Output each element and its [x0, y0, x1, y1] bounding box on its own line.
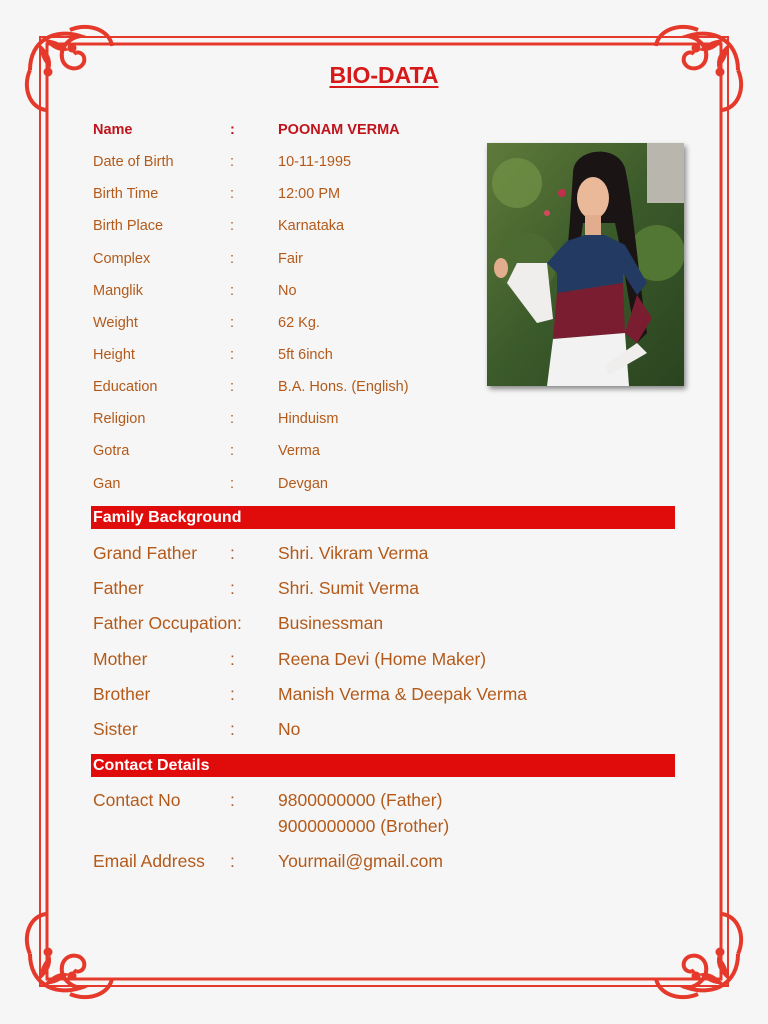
- detail-colon: :: [230, 283, 235, 299]
- detail-label: Sister: [93, 719, 138, 739]
- detail-row-name: [93, 122, 400, 138]
- detail-colon: :: [230, 684, 235, 704]
- detail-row-religion: [93, 411, 338, 427]
- detail-colon: :: [230, 347, 235, 363]
- family-row-father-occupation: [93, 613, 383, 634]
- detail-value: Businessman: [278, 613, 384, 633]
- detail-label: Email Address: [93, 851, 205, 871]
- detail-row-height: [93, 347, 333, 363]
- section-heading-contact: Contact Details: [91, 754, 675, 777]
- detail-label: Name: [93, 122, 133, 138]
- detail-row-birth-place: [93, 218, 344, 234]
- detail-colon: :: [230, 218, 235, 234]
- detail-value: 12:00 PM: [278, 186, 341, 202]
- detail-value: B.A. Hons. (English): [278, 379, 409, 395]
- detail-row-weight: [93, 315, 320, 331]
- detail-value: 5ft 6inch: [278, 347, 333, 363]
- detail-label: Religion: [93, 411, 146, 427]
- family-row-grand-father: [93, 543, 428, 564]
- detail-row-manglik: [93, 283, 297, 299]
- detail-colon: :: [230, 154, 235, 170]
- page-title: BIO-DATA: [329, 62, 439, 88]
- detail-colon: :: [230, 790, 235, 810]
- detail-colon: :: [230, 186, 235, 202]
- detail-colon: :: [230, 476, 235, 492]
- detail-value: No: [278, 719, 301, 739]
- detail-label: Father Occupation:: [93, 613, 242, 633]
- detail-label: Brother: [93, 684, 151, 704]
- detail-colon: :: [230, 122, 235, 138]
- detail-label: Date of Birth: [93, 154, 174, 170]
- contact-row-phone: [93, 790, 449, 839]
- detail-value: Fair: [278, 251, 303, 267]
- detail-colon: :: [230, 543, 235, 563]
- detail-colon: :: [230, 851, 235, 871]
- detail-row-complex: [93, 251, 303, 267]
- detail-label: Father: [93, 578, 144, 598]
- phone-numbers: [278, 787, 449, 839]
- email-value: Yourmail@gmail.com: [278, 851, 443, 871]
- detail-colon: :: [230, 649, 235, 669]
- detail-value: No: [278, 283, 297, 299]
- detail-label: Education: [93, 379, 158, 395]
- detail-value: Devgan: [278, 476, 328, 492]
- detail-value: 10-11-1995: [278, 154, 352, 170]
- contact-row-email: [93, 851, 443, 872]
- detail-label: Birth Place: [93, 218, 164, 234]
- detail-label: Mother: [93, 649, 148, 669]
- detail-label: Weight: [93, 315, 138, 331]
- detail-label: Gan: [93, 476, 121, 492]
- detail-colon: :: [230, 315, 235, 331]
- detail-value: Shri. Vikram Verma: [278, 543, 429, 563]
- family-row-sister: [93, 719, 300, 740]
- detail-value: Hinduism: [278, 411, 339, 427]
- detail-value: POONAM VERMA: [278, 122, 400, 138]
- detail-label: Complex: [93, 251, 151, 267]
- detail-label: Manglik: [93, 283, 143, 299]
- detail-row-gan: [93, 476, 328, 492]
- detail-label: Gotra: [93, 443, 130, 459]
- detail-value: Shri. Sumit Verma: [278, 578, 420, 598]
- detail-label: Birth Time: [93, 186, 159, 202]
- detail-row-birth-time: [93, 186, 340, 202]
- detail-label: Grand Father: [93, 543, 198, 563]
- section-heading-family: Family Background: [91, 506, 675, 529]
- detail-colon: :: [230, 719, 235, 739]
- detail-label: Height: [93, 347, 135, 363]
- detail-colon: :: [230, 251, 235, 267]
- detail-colon: :: [230, 379, 235, 395]
- portrait-photo: [487, 143, 684, 386]
- detail-value: Manish Verma & Deepak Verma: [278, 684, 528, 704]
- family-row-brother: [93, 684, 527, 705]
- phone-brother: 9000000000 (Brother): [278, 816, 450, 836]
- detail-row-gotra: [93, 443, 320, 459]
- detail-value: Karnataka: [278, 218, 345, 234]
- detail-colon: :: [230, 411, 235, 427]
- detail-colon: :: [230, 578, 235, 598]
- detail-value: 62 Kg.: [278, 315, 320, 331]
- detail-value: Verma: [278, 443, 320, 459]
- portrait-photo-icon: [487, 143, 684, 386]
- detail-label: Contact No: [93, 790, 181, 810]
- family-row-father: [93, 578, 419, 599]
- detail-colon: :: [230, 443, 235, 459]
- phone-father: 9800000000 (Father): [278, 790, 443, 810]
- detail-row-dob: [93, 154, 351, 170]
- family-row-mother: [93, 649, 486, 670]
- detail-value: Reena Devi (Home Maker): [278, 649, 487, 669]
- detail-row-education: [93, 379, 409, 395]
